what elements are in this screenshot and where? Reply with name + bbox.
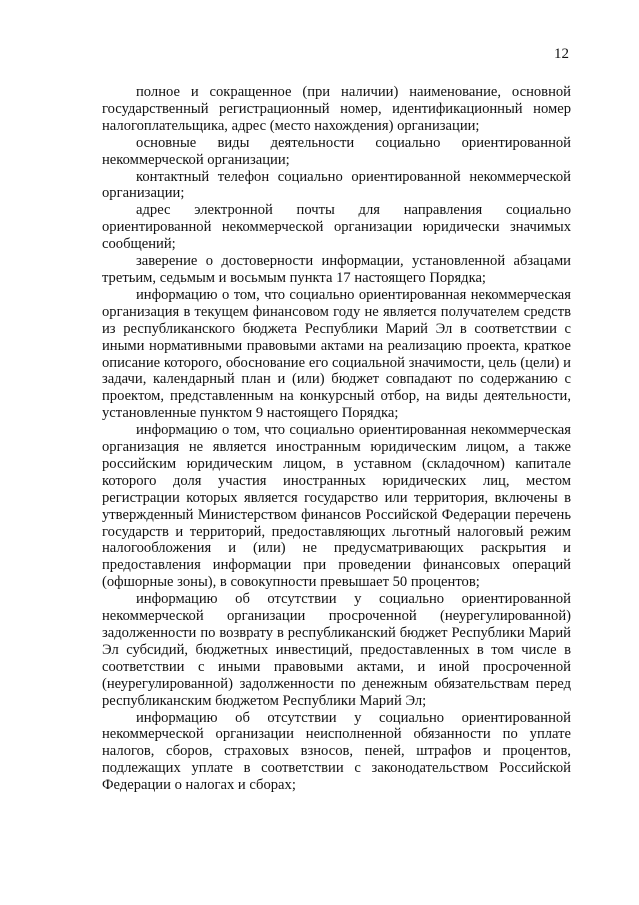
document-body bbox=[102, 84, 571, 794]
paragraph-email-address: адрес электронной почты для направления социально ориентированной некоммерческой организации юридически значимых сообщений; bbox=[102, 202, 571, 253]
paragraph-organization-name: полное и сокращенное (при наличии) наименование, основной государственный регистрационный номер, идентификационный номер налогоплательщика, адрес (место нахождения) организации; bbox=[102, 84, 571, 134]
paragraph-not-foreign-entity: информацию о том, что социально ориентированная некоммерческая организация не является иностранным юридическим лицом, а также российским юридическим лицом, в уставном (складочном) капитале которого доля участия иностранных юридических лиц, местом регистрации которых является государство или территория, включены в утвержденный Министерством финансов Российской Федерации перечень государств и территорий, предоставляющих льготный налоговый режим налогообложения и (или) не предусматривающих раскрытия и предоставления информации при проведении финансовых операций (офшорные зоны), в совокупности превышает 50 процентов; bbox=[102, 422, 571, 591]
paragraph-no-unpaid-taxes: информацию об отсутствии у социально ориентированной некоммерческой организации неисполненной обязанности по уплате налогов, сборов, страховых взносов, пеней, штрафов и процентов, подлежащих уплате в соответствии с законодательством Российской Федерации о налогах и сборах; bbox=[102, 709, 571, 794]
paragraph-information-assurance: заверение о достоверности информации, установленной абзацами третьим, седьмым и восьмым пункта 17 настоящего Порядка; bbox=[102, 253, 571, 286]
paragraph-no-overdue-debt: информацию об отсутствии у социально ориентированной некоммерческой организации просроченной (неурегулированной) задолженности по возврату в республиканский бюджет Республики Марий Эл субсидий, бюджетных инвестиций, предоставленных в том числе в соответствии с иными правовыми актами, и иной просроченной (неурегулированной) задолженности по денежным обязательствам перед республиканским бюджетом Республики Марий Эл; bbox=[102, 591, 571, 709]
page-number: 12 bbox=[554, 46, 569, 62]
paragraph-contact-phone: контактный телефон социально ориентированной некоммерческой организации; bbox=[102, 168, 571, 202]
paragraph-activity-types: основные виды деятельности социально ориентированной некоммерческой организации; bbox=[102, 134, 571, 168]
paragraph-not-budget-recipient: информацию о том, что социально ориентированная некоммерческая организация в текущем финансовом году не является получателем средств из республиканского бюджета Республики Марий Эл в соответствии с иными нормативными правовыми актами на реализацию проекта, краткое описание которого, обоснование его социальной значимости, цель (цели) и задачи, календарный план и (или) бюджет совпадают по содержанию с проектом, представленным на конкурсный отбор, на виды деятельности, установленные пунктом 9 настоящего Порядка; bbox=[102, 286, 571, 422]
